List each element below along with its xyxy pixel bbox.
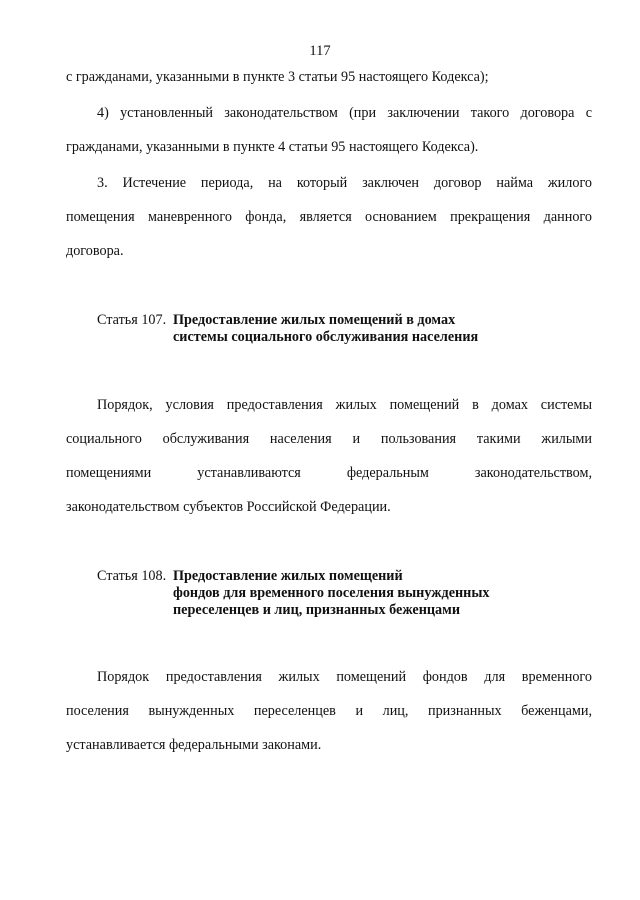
article-107-heading [97,312,577,346]
article-108-heading [97,568,577,619]
paragraph-item-4 [66,96,592,164]
article-title: системы социального обслуживания населения [173,329,479,345]
text-line: социального обслуживания населения и пользования такими жилыми [66,431,592,447]
text-line: поселения вынужденных переселенцев и лиц, признанных беженцами, [66,703,592,719]
text-line: Порядок, условия предоставления жилых помещений в домах системы [97,397,592,413]
text-line: с гражданами, указанными в пункте 3 статьи 95 настоящего Кодекса); [66,69,489,85]
article-108-body [66,660,592,762]
article-title: Предоставление жилых помещений в домах [173,312,456,328]
article-number: Статья 107. [97,312,167,328]
article-title: Предоставление жилых помещений [173,568,403,584]
text-line: помещения маневренного фонда, является основанием прекращения данного [66,209,592,225]
text-line: законодательством субъектов Российской Федерации. [66,499,391,515]
paragraph-item-3 [66,166,592,268]
paragraph-continuation [66,60,592,94]
text-line: 3. Истечение периода, на который заключен договор найма жилого [97,175,592,191]
text-line: договора. [66,243,124,259]
text-line: устанавливается федеральными законами. [66,737,322,753]
article-number: Статья 108. [97,568,167,584]
article-title: фондов для временного поселения вынужденных [173,585,490,601]
text-line: 4) установленный законодательством (при заключении такого договора с [97,105,592,121]
text-line: помещениями устанавливаются федеральным законодательством, [66,465,592,481]
text-line: Порядок предоставления жилых помещений фондов для временного [97,669,592,685]
article-107-body [66,388,592,524]
article-title: переселенцев и лиц, признанных беженцами [173,602,460,618]
text-line: гражданами, указанными в пункте 4 статьи 95 настоящего Кодекса). [66,139,479,155]
page-number: 117 [309,43,331,59]
